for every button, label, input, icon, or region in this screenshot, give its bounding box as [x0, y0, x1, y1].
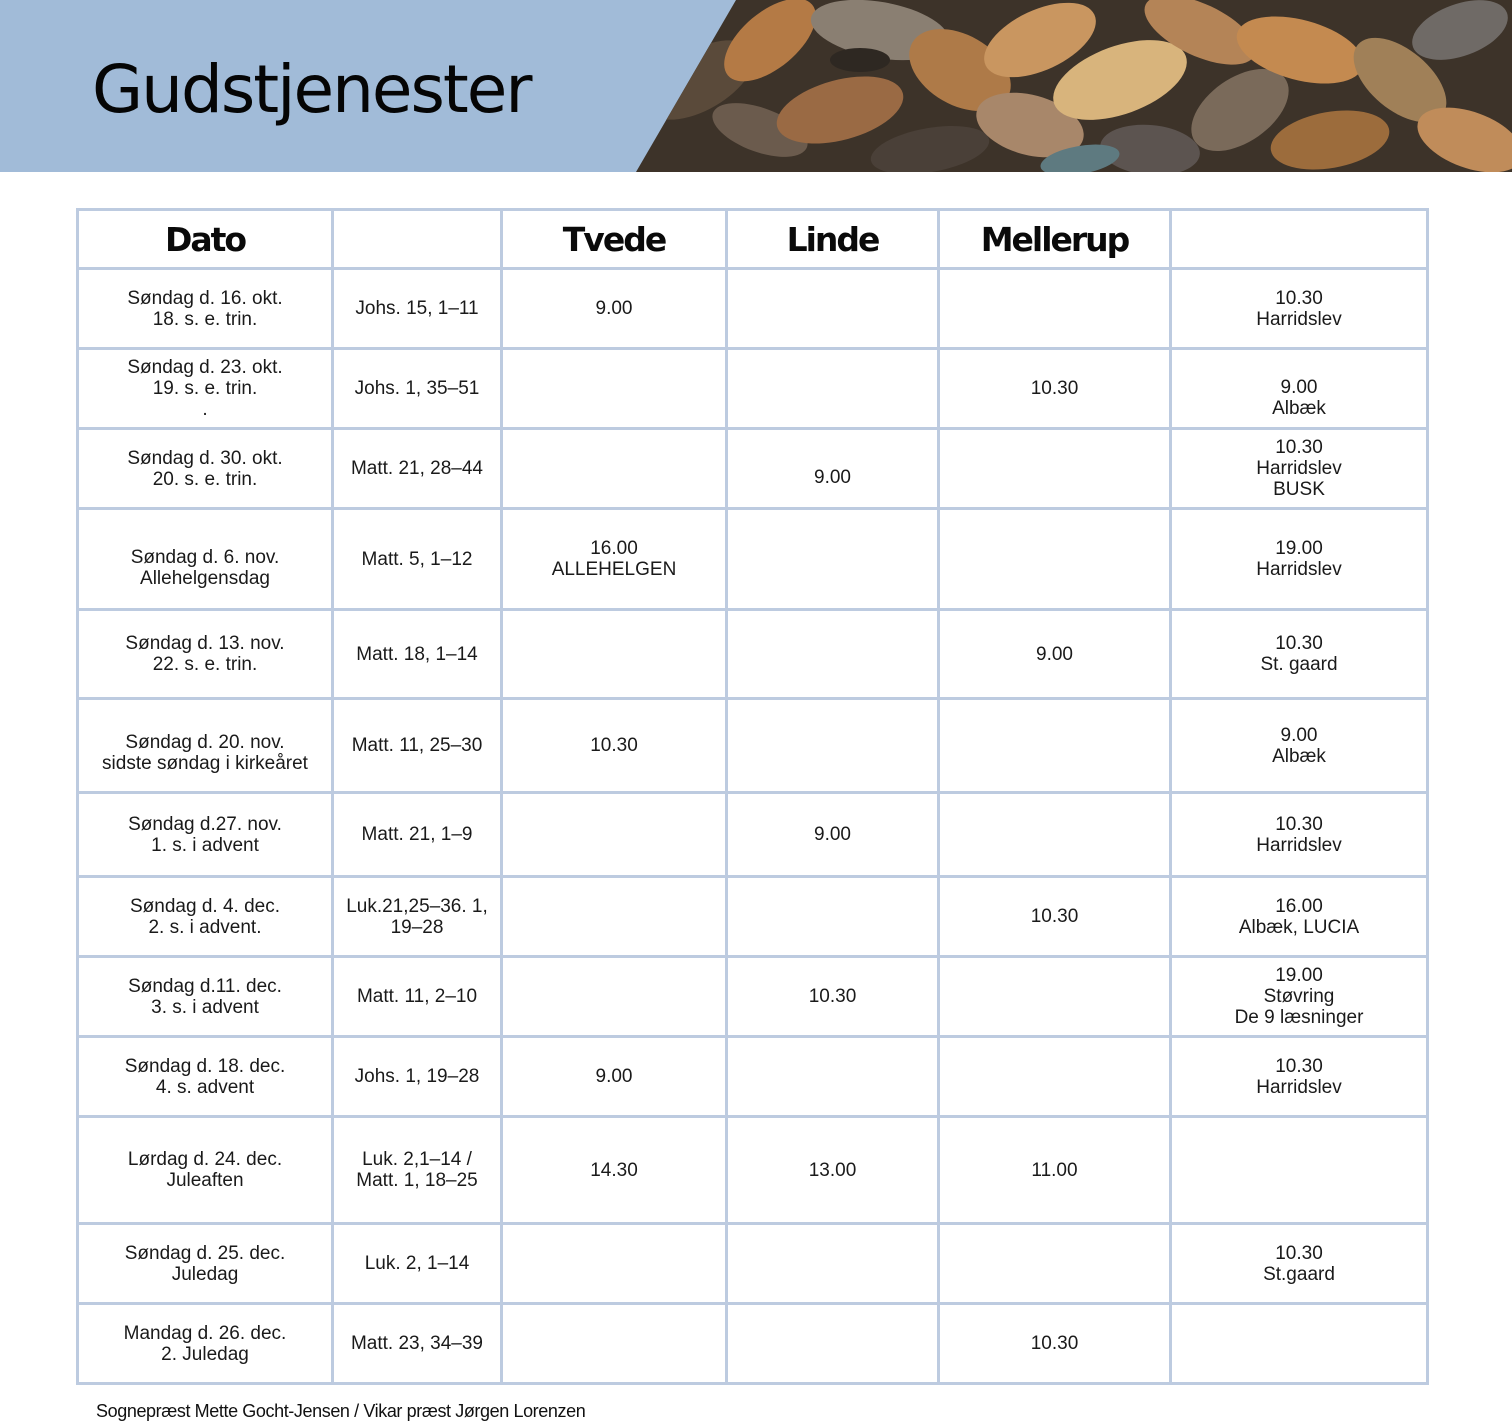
- linde-cell: 13.00: [727, 1117, 939, 1224]
- date-cell: Søndag d. 18. dec. 4. s. advent: [78, 1037, 333, 1117]
- table-row: [78, 1037, 1428, 1117]
- linde-cell: [727, 1224, 939, 1304]
- text-cell: Johs. 1, 19–28: [333, 1037, 502, 1117]
- table-row: [78, 610, 1428, 699]
- table-row: [78, 509, 1428, 610]
- table-header-row: [78, 210, 1428, 269]
- mellerup-cell: [939, 699, 1171, 793]
- other-cell: 9.00 Albæk: [1171, 699, 1428, 793]
- table-row: [78, 877, 1428, 957]
- date-cell: Søndag d.27. nov. 1. s. i advent: [78, 793, 333, 877]
- linde-cell: [727, 1304, 939, 1384]
- linde-cell: 9.00: [727, 429, 939, 509]
- linde-cell: [727, 509, 939, 610]
- mellerup-cell: [939, 957, 1171, 1037]
- text-cell: Johs. 1, 35–51: [333, 349, 502, 429]
- date-cell: Søndag d. 20. nov. sidste søndag i kirkeåret: [78, 699, 333, 793]
- tvede-cell: [502, 349, 727, 429]
- table-row: [78, 957, 1428, 1037]
- other-cell: 9.00 Albæk: [1171, 349, 1428, 429]
- table-row: [78, 1224, 1428, 1304]
- table-row: [78, 269, 1428, 349]
- other-cell: 16.00 Albæk, LUCIA: [1171, 877, 1428, 957]
- tvede-cell: [502, 610, 727, 699]
- tvede-cell: [502, 957, 727, 1037]
- mellerup-cell: 10.30: [939, 349, 1171, 429]
- date-cell: Lørdag d. 24. dec. Juleaften: [78, 1117, 333, 1224]
- tvede-cell: [502, 793, 727, 877]
- mellerup-cell: [939, 509, 1171, 610]
- table-row: [78, 1304, 1428, 1384]
- other-cell: [1171, 1117, 1428, 1224]
- column-header-other: [1171, 210, 1428, 269]
- column-header-tvede: Tvede: [502, 210, 727, 269]
- tvede-cell: [502, 877, 727, 957]
- date-cell: Mandag d. 26. dec. 2. Juledag: [78, 1304, 333, 1384]
- table-row: [78, 429, 1428, 509]
- date-cell: Søndag d. 6. nov. Allehelgensdag: [78, 509, 333, 610]
- text-cell: Matt. 21, 28–44: [333, 429, 502, 509]
- linde-cell: [727, 349, 939, 429]
- date-cell: Søndag d. 25. dec. Juledag: [78, 1224, 333, 1304]
- other-cell: [1171, 1304, 1428, 1384]
- text-cell: Matt. 23, 34–39: [333, 1304, 502, 1384]
- other-cell: 19.00 Harridslev: [1171, 509, 1428, 610]
- mellerup-cell: [939, 793, 1171, 877]
- other-cell: 10.30 St. gaard: [1171, 610, 1428, 699]
- page-title: Gudstjenester: [92, 51, 531, 128]
- tvede-cell: 9.00: [502, 1037, 727, 1117]
- other-cell: 10.30 Harridslev: [1171, 269, 1428, 349]
- mellerup-cell: 10.30: [939, 877, 1171, 957]
- mellerup-cell: [939, 1037, 1171, 1117]
- service-schedule-table: [76, 208, 1429, 1385]
- tvede-cell: 10.30: [502, 699, 727, 793]
- text-cell: Matt. 18, 1–14: [333, 610, 502, 699]
- mellerup-cell: 10.30: [939, 1304, 1171, 1384]
- table-row: [78, 1117, 1428, 1224]
- text-cell: Luk. 2, 1–14: [333, 1224, 502, 1304]
- other-cell: 10.30 St.gaard: [1171, 1224, 1428, 1304]
- column-header-date: Dato: [78, 210, 333, 269]
- footer-credits: Sognepræst Mette Gocht-Jensen / Vikar præst Jørgen Lorenzen: [96, 1401, 586, 1421]
- tvede-cell: 16.00 ALLEHELGEN: [502, 509, 727, 610]
- linde-cell: [727, 877, 939, 957]
- linde-cell: 10.30: [727, 957, 939, 1037]
- other-cell: 19.00 Støvring De 9 læsninger: [1171, 957, 1428, 1037]
- date-cell: Søndag d. 16. okt. 18. s. e. trin.: [78, 269, 333, 349]
- date-cell: Søndag d. 30. okt. 20. s. e. trin.: [78, 429, 333, 509]
- tvede-cell: 14.30: [502, 1117, 727, 1224]
- text-cell: Matt. 5, 1–12: [333, 509, 502, 610]
- tvede-cell: [502, 1304, 727, 1384]
- column-header-linde: Linde: [727, 210, 939, 269]
- mellerup-cell: [939, 269, 1171, 349]
- mellerup-cell: [939, 1224, 1171, 1304]
- other-cell: 10.30 Harridslev: [1171, 1037, 1428, 1117]
- linde-cell: [727, 699, 939, 793]
- column-header-text: [333, 210, 502, 269]
- tvede-cell: 9.00: [502, 269, 727, 349]
- table-row: [78, 793, 1428, 877]
- linde-cell: [727, 1037, 939, 1117]
- mellerup-cell: [939, 429, 1171, 509]
- mellerup-cell: 9.00: [939, 610, 1171, 699]
- tvede-cell: [502, 429, 727, 509]
- linde-cell: [727, 269, 939, 349]
- tvede-cell: [502, 1224, 727, 1304]
- column-header-mellerup: Mellerup: [939, 210, 1171, 269]
- text-cell: Matt. 11, 25–30: [333, 699, 502, 793]
- linde-cell: [727, 610, 939, 699]
- date-cell: Søndag d. 23. okt. 19. s. e. trin. .: [78, 349, 333, 429]
- other-cell: 10.30 Harridslev BUSK: [1171, 429, 1428, 509]
- table-row: [78, 349, 1428, 429]
- linde-cell: 9.00: [727, 793, 939, 877]
- text-cell: Luk. 2,1–14 / Matt. 1, 18–25: [333, 1117, 502, 1224]
- text-cell: Luk.21,25–36. 1, 19–28: [333, 877, 502, 957]
- text-cell: Matt. 21, 1–9: [333, 793, 502, 877]
- other-cell: 10.30 Harridslev: [1171, 793, 1428, 877]
- mellerup-cell: 11.00: [939, 1117, 1171, 1224]
- text-cell: Johs. 15, 1–11: [333, 269, 502, 349]
- table-row: [78, 699, 1428, 793]
- text-cell: Matt. 11, 2–10: [333, 957, 502, 1037]
- date-cell: Søndag d. 4. dec. 2. s. i advent.: [78, 877, 333, 957]
- date-cell: Søndag d. 13. nov. 22. s. e. trin.: [78, 610, 333, 699]
- date-cell: Søndag d.11. dec. 3. s. i advent: [78, 957, 333, 1037]
